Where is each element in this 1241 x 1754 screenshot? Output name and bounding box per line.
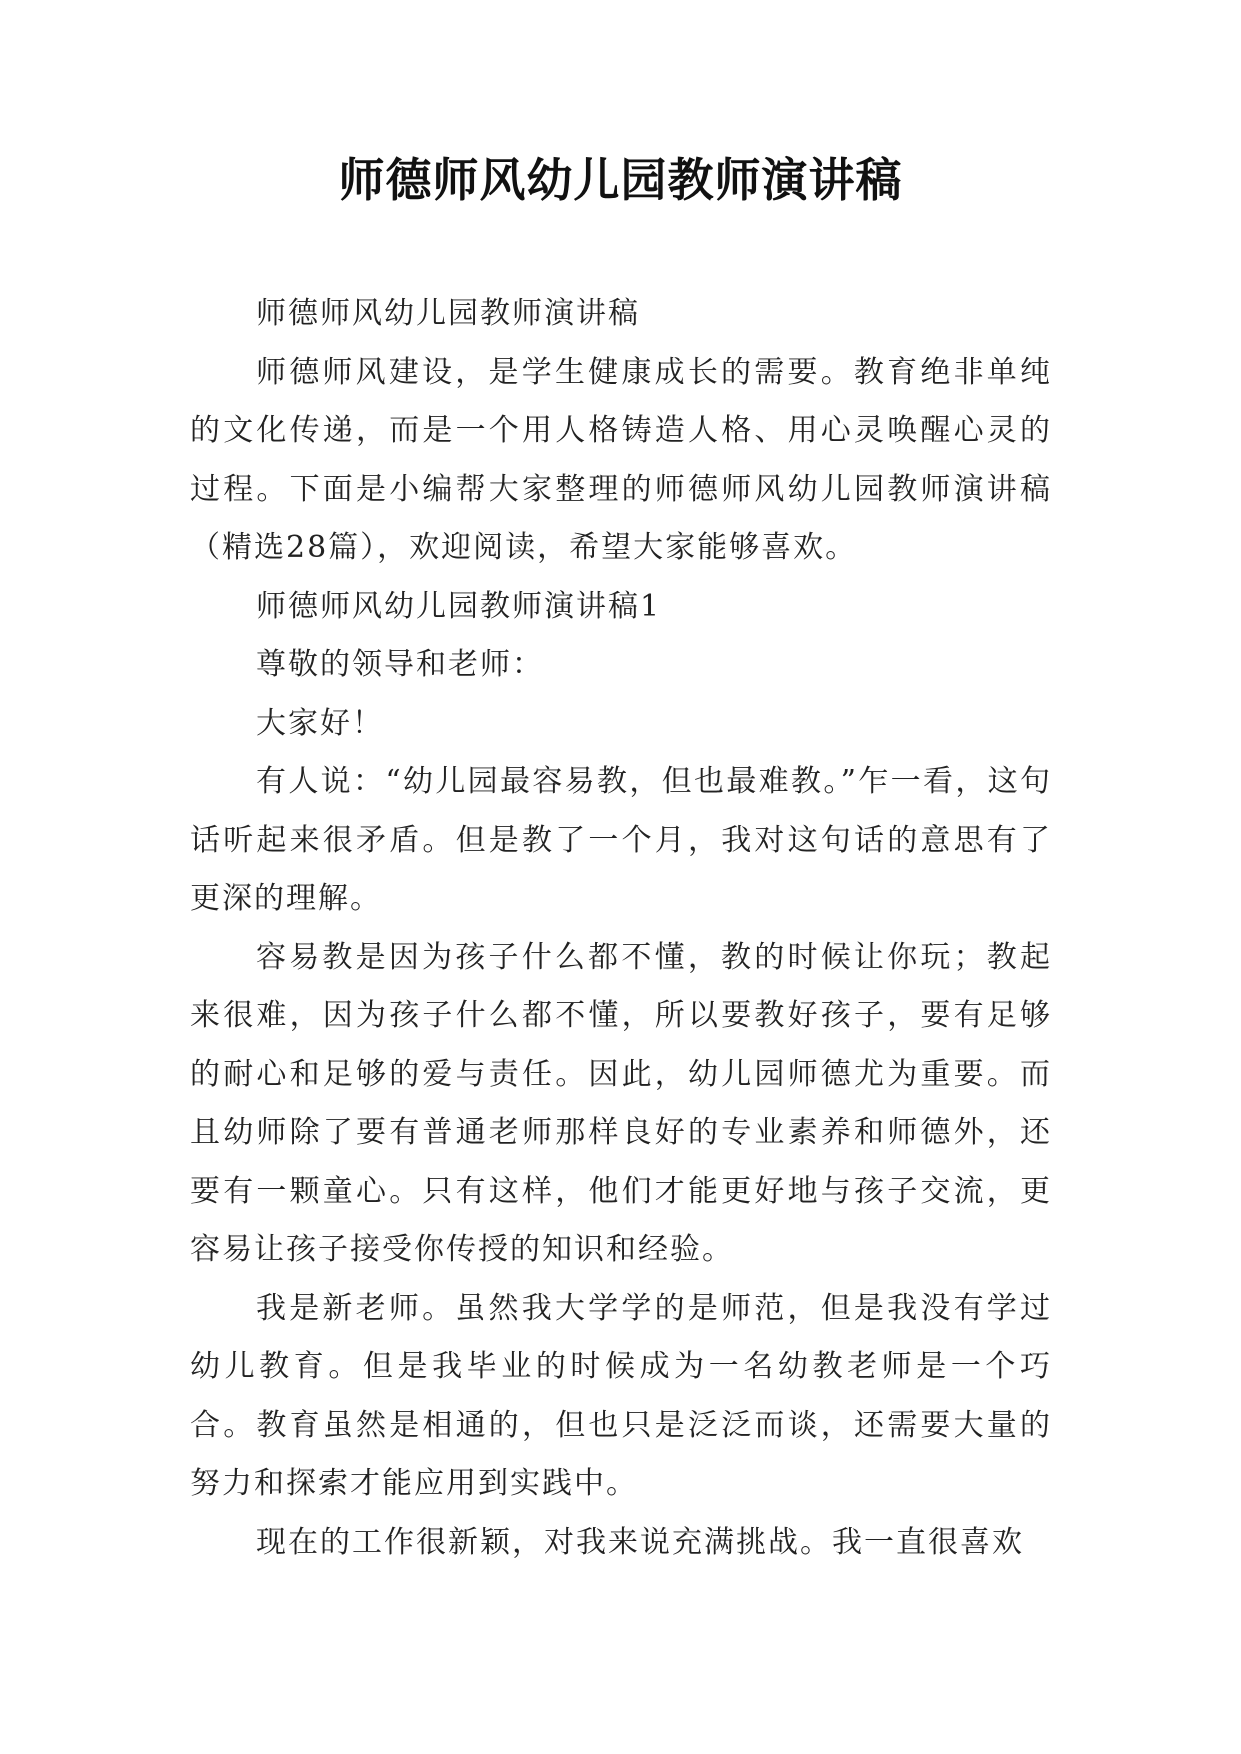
- document-body: [190, 285, 1052, 1572]
- paragraph-intro: 师德师风建设，是学生健康成长的需要。教育绝非单纯的文化传递，而是一个用人格铸造人格、用心灵唤醒心灵的过程。下面是小编帮大家整理的师德师风幼儿园教师演讲稿（精选28篇），欢迎阅读，希望大家能够喜欢。: [190, 354, 1052, 565]
- paragraph-body: 我是新老师。虽然我大学学的是师范，但是我没有学过幼儿教育。但是我毕业的时候成为一名幼教老师是一个巧合。教育虽然是相通的，但也只是泛泛而谈，还需要大量的努力和探索才能应用到实践中。: [190, 1290, 1052, 1501]
- paragraph-salutation: 尊敬的领导和老师：: [256, 647, 544, 682]
- paragraph-speech-heading: 师德师风幼儿园教师演讲稿1: [256, 588, 662, 624]
- paragraph-subtitle: 师德师风幼儿园教师演讲稿: [256, 296, 640, 331]
- paragraph-body: 有人说：“幼儿园最容易教，但也最难教。”乍一看，这句话听起来很矛盾。但是教了一个月，我对这句话的意思有了更深的理解。: [190, 764, 1052, 916]
- paragraph-greeting: 大家好！: [256, 705, 384, 741]
- document-title: 师德师风幼儿园教师演讲稿: [338, 153, 903, 207]
- paragraph-body: 现在的工作很新颖，对我来说充满挑战。我一直很喜欢: [256, 1524, 1024, 1560]
- paragraph-body: 容易教是因为孩子什么都不懂，教的时候让你玩；教起来很难，因为孩子什么都不懂，所以要教好孩子，要有足够的耐心和足够的爱与责任。因此，幼儿园师德尤为重要。而且幼师除了要有普通老师那样良好的专业素养和师德外，还要有一颗童心。只有这样，他们才能更好地与孩子交流，更容易让孩子接受你传授的知识和经验。: [190, 939, 1052, 1267]
